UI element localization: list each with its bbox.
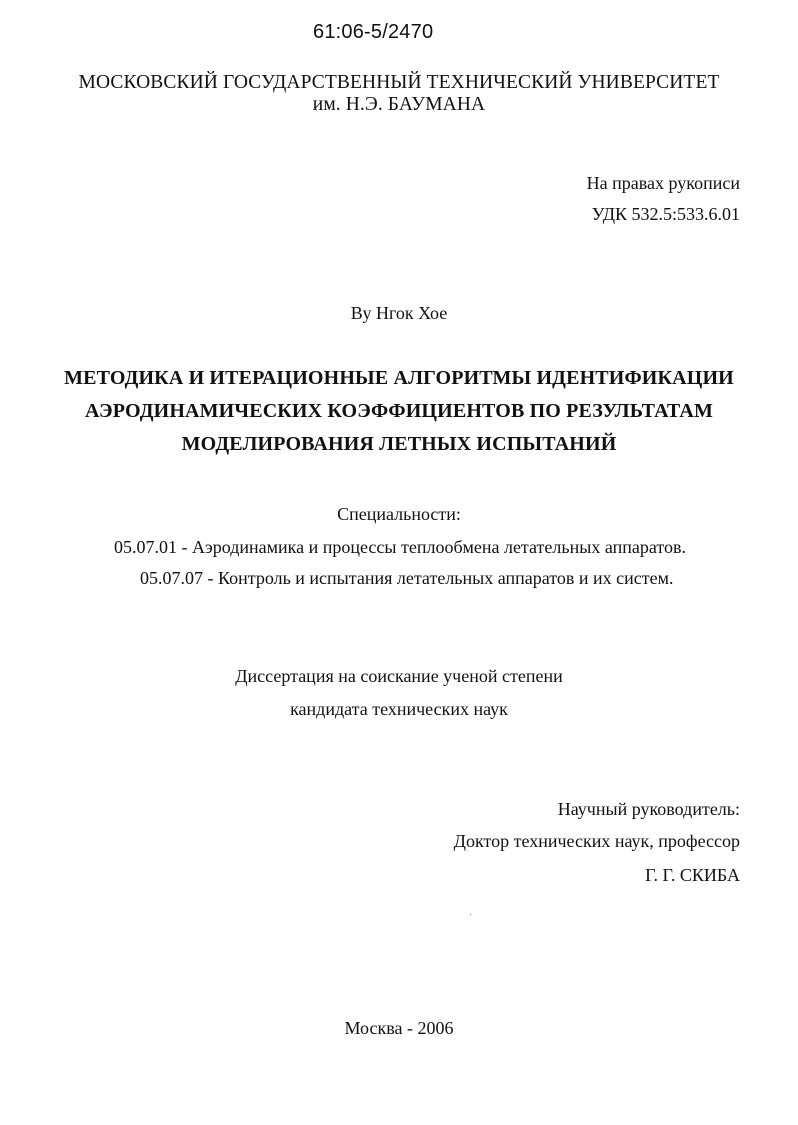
- specialty-item: 05.07.07 - Контроль и испытания летательных аппаратов и их систем.: [140, 568, 674, 588]
- advisor-title: Доктор технических наук, профессор: [453, 831, 740, 851]
- city-year: Москва - 2006: [344, 1018, 454, 1038]
- dissertation-title-line-2: АЭРОДИНАМИЧЕСКИХ КОЭФФИЦИЕНТОВ ПО РЕЗУЛЬТАТАМ: [84, 400, 714, 422]
- degree-statement-line-2: кандидата технических наук: [290, 699, 508, 719]
- manuscript-rights: На правах рукописи: [586, 173, 740, 193]
- degree-statement-line-1: Диссертация на соискание ученой степени: [235, 666, 563, 686]
- dissertation-title-line-3: МОДЕЛИРОВАНИЯ ЛЕТНЫХ ИСПЫТАНИЙ: [181, 433, 617, 455]
- catalog-number: 61:06-5/2470: [313, 21, 434, 43]
- advisor-label: Научный руководитель:: [557, 799, 740, 819]
- university-name-line-1: МОСКОВСКИЙ ГОСУДАРСТВЕННЫЙ ТЕХНИЧЕСКИЙ УНИВЕРСИТЕТ: [78, 72, 720, 93]
- scan-speck: [470, 914, 471, 915]
- specialty-item: 05.07.01 - Аэродинамика и процессы теплообмена летательных аппаратов.: [114, 537, 686, 557]
- dissertation-title-line-1: МЕТОДИКА И ИТЕРАЦИОННЫЕ АЛГОРИТМЫ ИДЕНТИФИКАЦИИ: [64, 367, 734, 389]
- udk-code: УДК 532.5:533.6.01: [591, 204, 740, 224]
- specialties-heading: Специальности:: [337, 504, 461, 524]
- author-name: Ву Нгок Хое: [350, 303, 448, 323]
- university-name-line-2: им. Н.Э. БАУМАНА: [312, 94, 486, 115]
- advisor-name: Г. Г. СКИБА: [645, 865, 740, 885]
